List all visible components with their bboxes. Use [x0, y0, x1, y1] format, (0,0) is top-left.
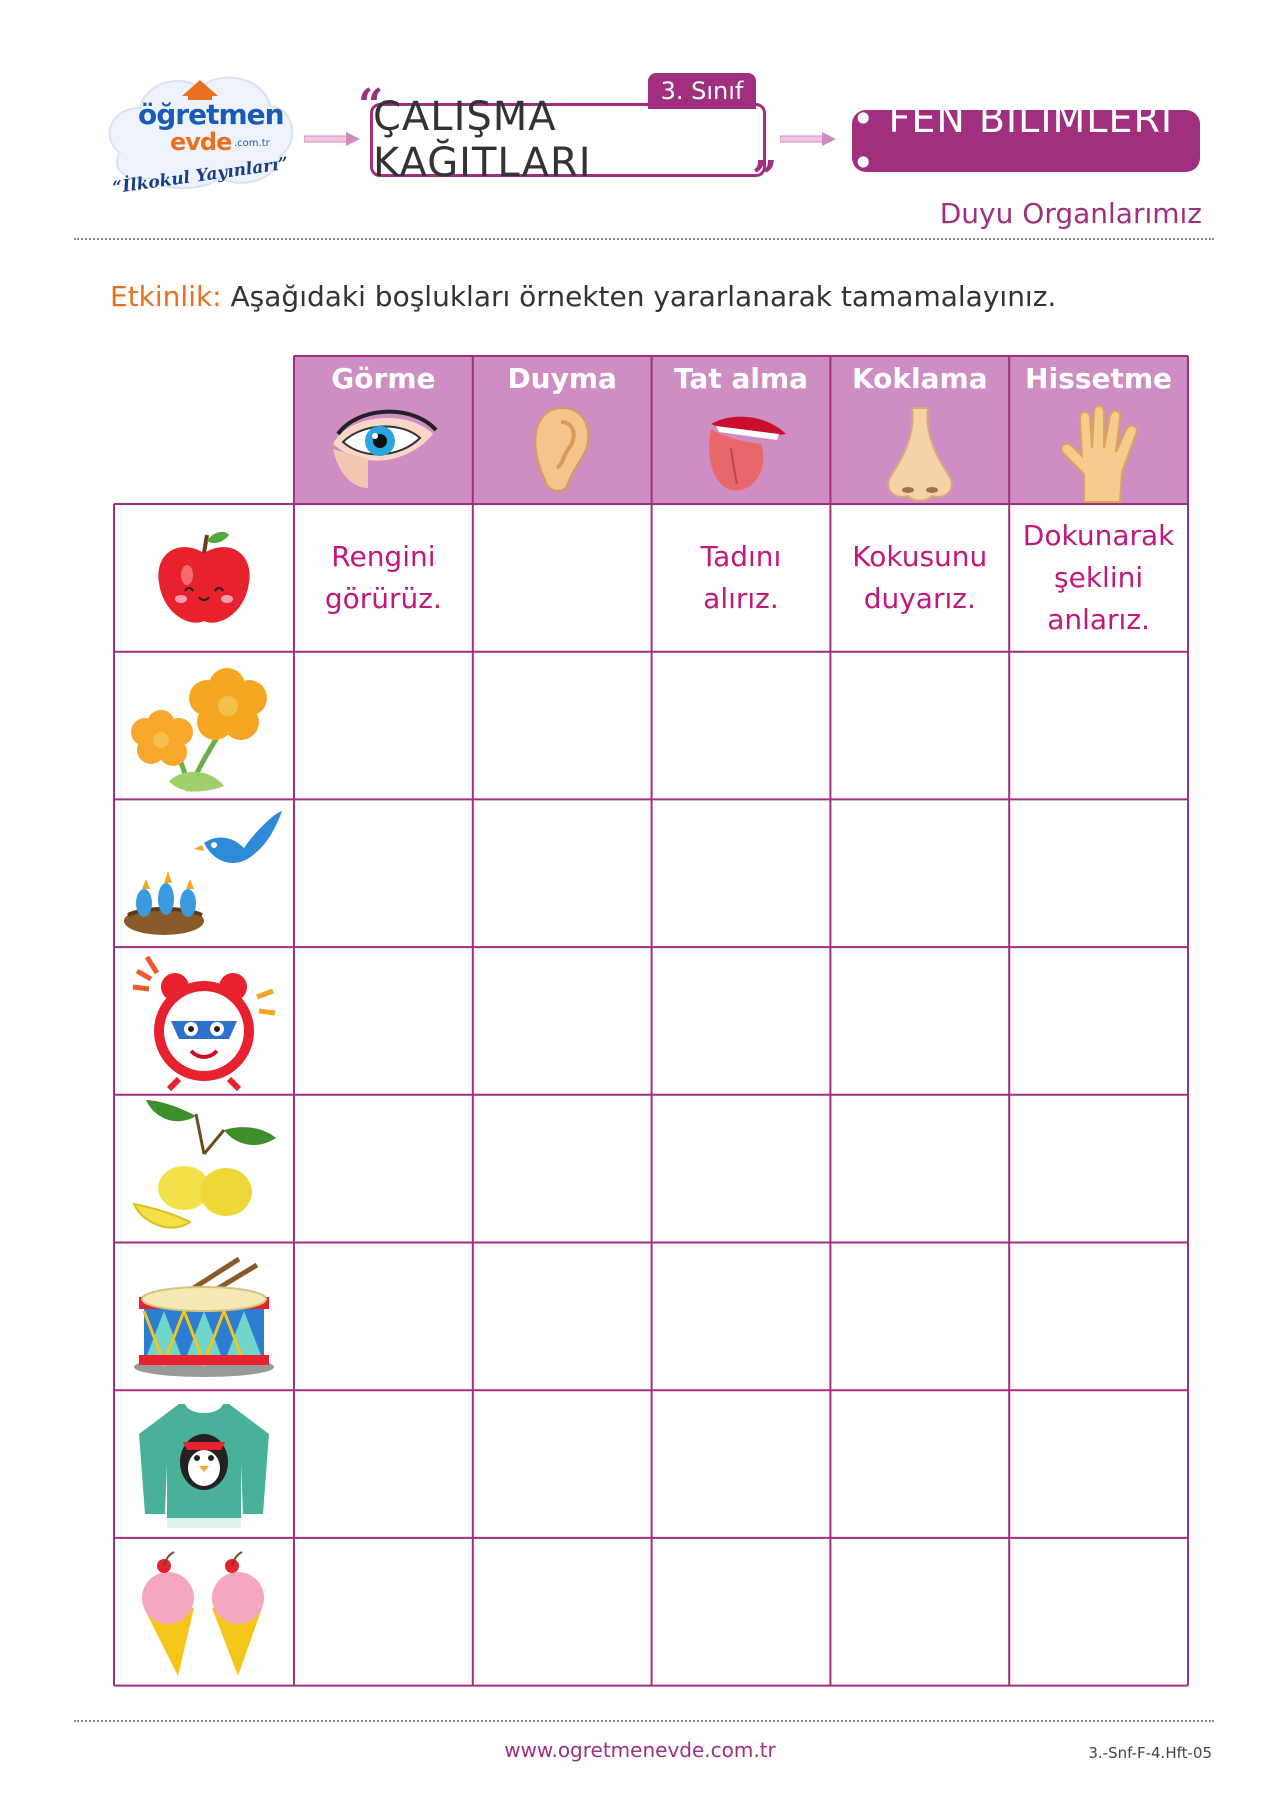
answer-cell[interactable]: [652, 652, 831, 800]
logo-tagline: “İlkokul Yayınları”: [111, 153, 290, 199]
subject-badge: • FEN BİLİMLERİ •: [852, 110, 1200, 172]
drum-icon: [114, 1243, 294, 1391]
sweater-icon: [114, 1390, 294, 1538]
ice-cream-icon: [114, 1538, 294, 1686]
answer-cell[interactable]: [473, 1538, 652, 1686]
answer-cell[interactable]: [294, 652, 473, 800]
example-answer-cell: [294, 504, 473, 652]
answer-cell[interactable]: [1009, 1538, 1188, 1686]
flowers-icon: [114, 652, 294, 800]
answer-cell[interactable]: [294, 1538, 473, 1686]
example-answer-line: Dokunarak: [1022, 518, 1175, 552]
footer-code: 3.-Snf-F-4.Hft-05: [1088, 1744, 1212, 1762]
answer-cell[interactable]: [1009, 652, 1188, 800]
answer-cell[interactable]: [830, 799, 1009, 947]
example-answer-line: Tadını: [700, 539, 782, 573]
column-header-label: Tat alma: [673, 362, 809, 395]
footer-url[interactable]: www.ogretmenevde.com.tr: [504, 1738, 776, 1762]
answer-cell[interactable]: [830, 1243, 1009, 1391]
topic-title: Duyu Organlarımız: [939, 197, 1202, 230]
logo-domain: .com.tr: [234, 138, 270, 149]
example-answer-line: Rengini: [331, 539, 436, 573]
answer-cell[interactable]: [473, 1390, 652, 1538]
answer-cell[interactable]: [473, 1243, 652, 1391]
answer-cell[interactable]: [1009, 1390, 1188, 1538]
example-answer-cell: [1009, 504, 1188, 652]
answer-cell[interactable]: [294, 799, 473, 947]
logo-word-evde: evde: [170, 128, 232, 156]
close-quote-icon: ”: [752, 152, 778, 203]
answer-cell[interactable]: [473, 1095, 652, 1243]
answer-cell[interactable]: [473, 504, 652, 652]
column-header-label: Duyma: [507, 362, 617, 395]
example-answer-cell: [830, 504, 1009, 652]
alarm-clock-icon: [114, 947, 294, 1095]
open-quote-icon: “: [358, 80, 384, 131]
answer-cell[interactable]: [294, 1243, 473, 1391]
worksheet-title: ÇALIŞMA KAĞITLARI: [370, 103, 766, 177]
answer-cell[interactable]: [830, 1390, 1009, 1538]
footer-divider: [74, 1720, 1214, 1722]
answer-cell[interactable]: [1009, 947, 1188, 1095]
answer-cell[interactable]: [473, 947, 652, 1095]
answer-cell[interactable]: [652, 1243, 831, 1391]
answer-cell[interactable]: [1009, 1243, 1188, 1391]
answer-cell[interactable]: [652, 1538, 831, 1686]
grade-tab: 3. Sınıf: [648, 73, 756, 109]
example-answer-line: alırız.: [703, 581, 779, 615]
answer-cell[interactable]: [652, 799, 831, 947]
answer-cell[interactable]: [652, 1095, 831, 1243]
answer-cell[interactable]: [652, 1390, 831, 1538]
answer-cell[interactable]: [473, 799, 652, 947]
column-header-label: Hissetme: [1025, 362, 1173, 395]
birds-icon: [114, 799, 294, 947]
apple-icon: [114, 504, 294, 652]
column-header-label: Görme: [331, 362, 436, 395]
logo-word-ogretmen: öğretmen: [138, 98, 284, 131]
answer-cell[interactable]: [473, 652, 652, 800]
answer-cell[interactable]: [830, 947, 1009, 1095]
column-header-label: Koklama: [851, 362, 988, 395]
answer-cell[interactable]: [1009, 799, 1188, 947]
example-answer-line: görürüz.: [324, 581, 442, 615]
lemons-icon: [114, 1095, 294, 1243]
answer-cell[interactable]: [294, 1095, 473, 1243]
answer-cell[interactable]: [830, 1538, 1009, 1686]
activity-label: Etkinlik:: [110, 280, 222, 313]
example-answer-line: duyarız.: [863, 581, 976, 615]
example-answer-line: şeklini: [1054, 560, 1144, 594]
example-answer-line: Kokusunu: [852, 539, 988, 573]
answer-cell[interactable]: [294, 947, 473, 1095]
example-answer-cell: [652, 504, 831, 652]
answer-cell[interactable]: [294, 1390, 473, 1538]
answer-cell[interactable]: [652, 947, 831, 1095]
answer-cell[interactable]: [830, 652, 1009, 800]
activity-text: Aşağıdaki boşlukları örnekten yararlanarak tamamalayınız.: [230, 280, 1057, 313]
answer-cell[interactable]: [830, 1095, 1009, 1243]
answer-cell[interactable]: [1009, 1095, 1188, 1243]
example-answer-line: anlarız.: [1047, 602, 1150, 636]
